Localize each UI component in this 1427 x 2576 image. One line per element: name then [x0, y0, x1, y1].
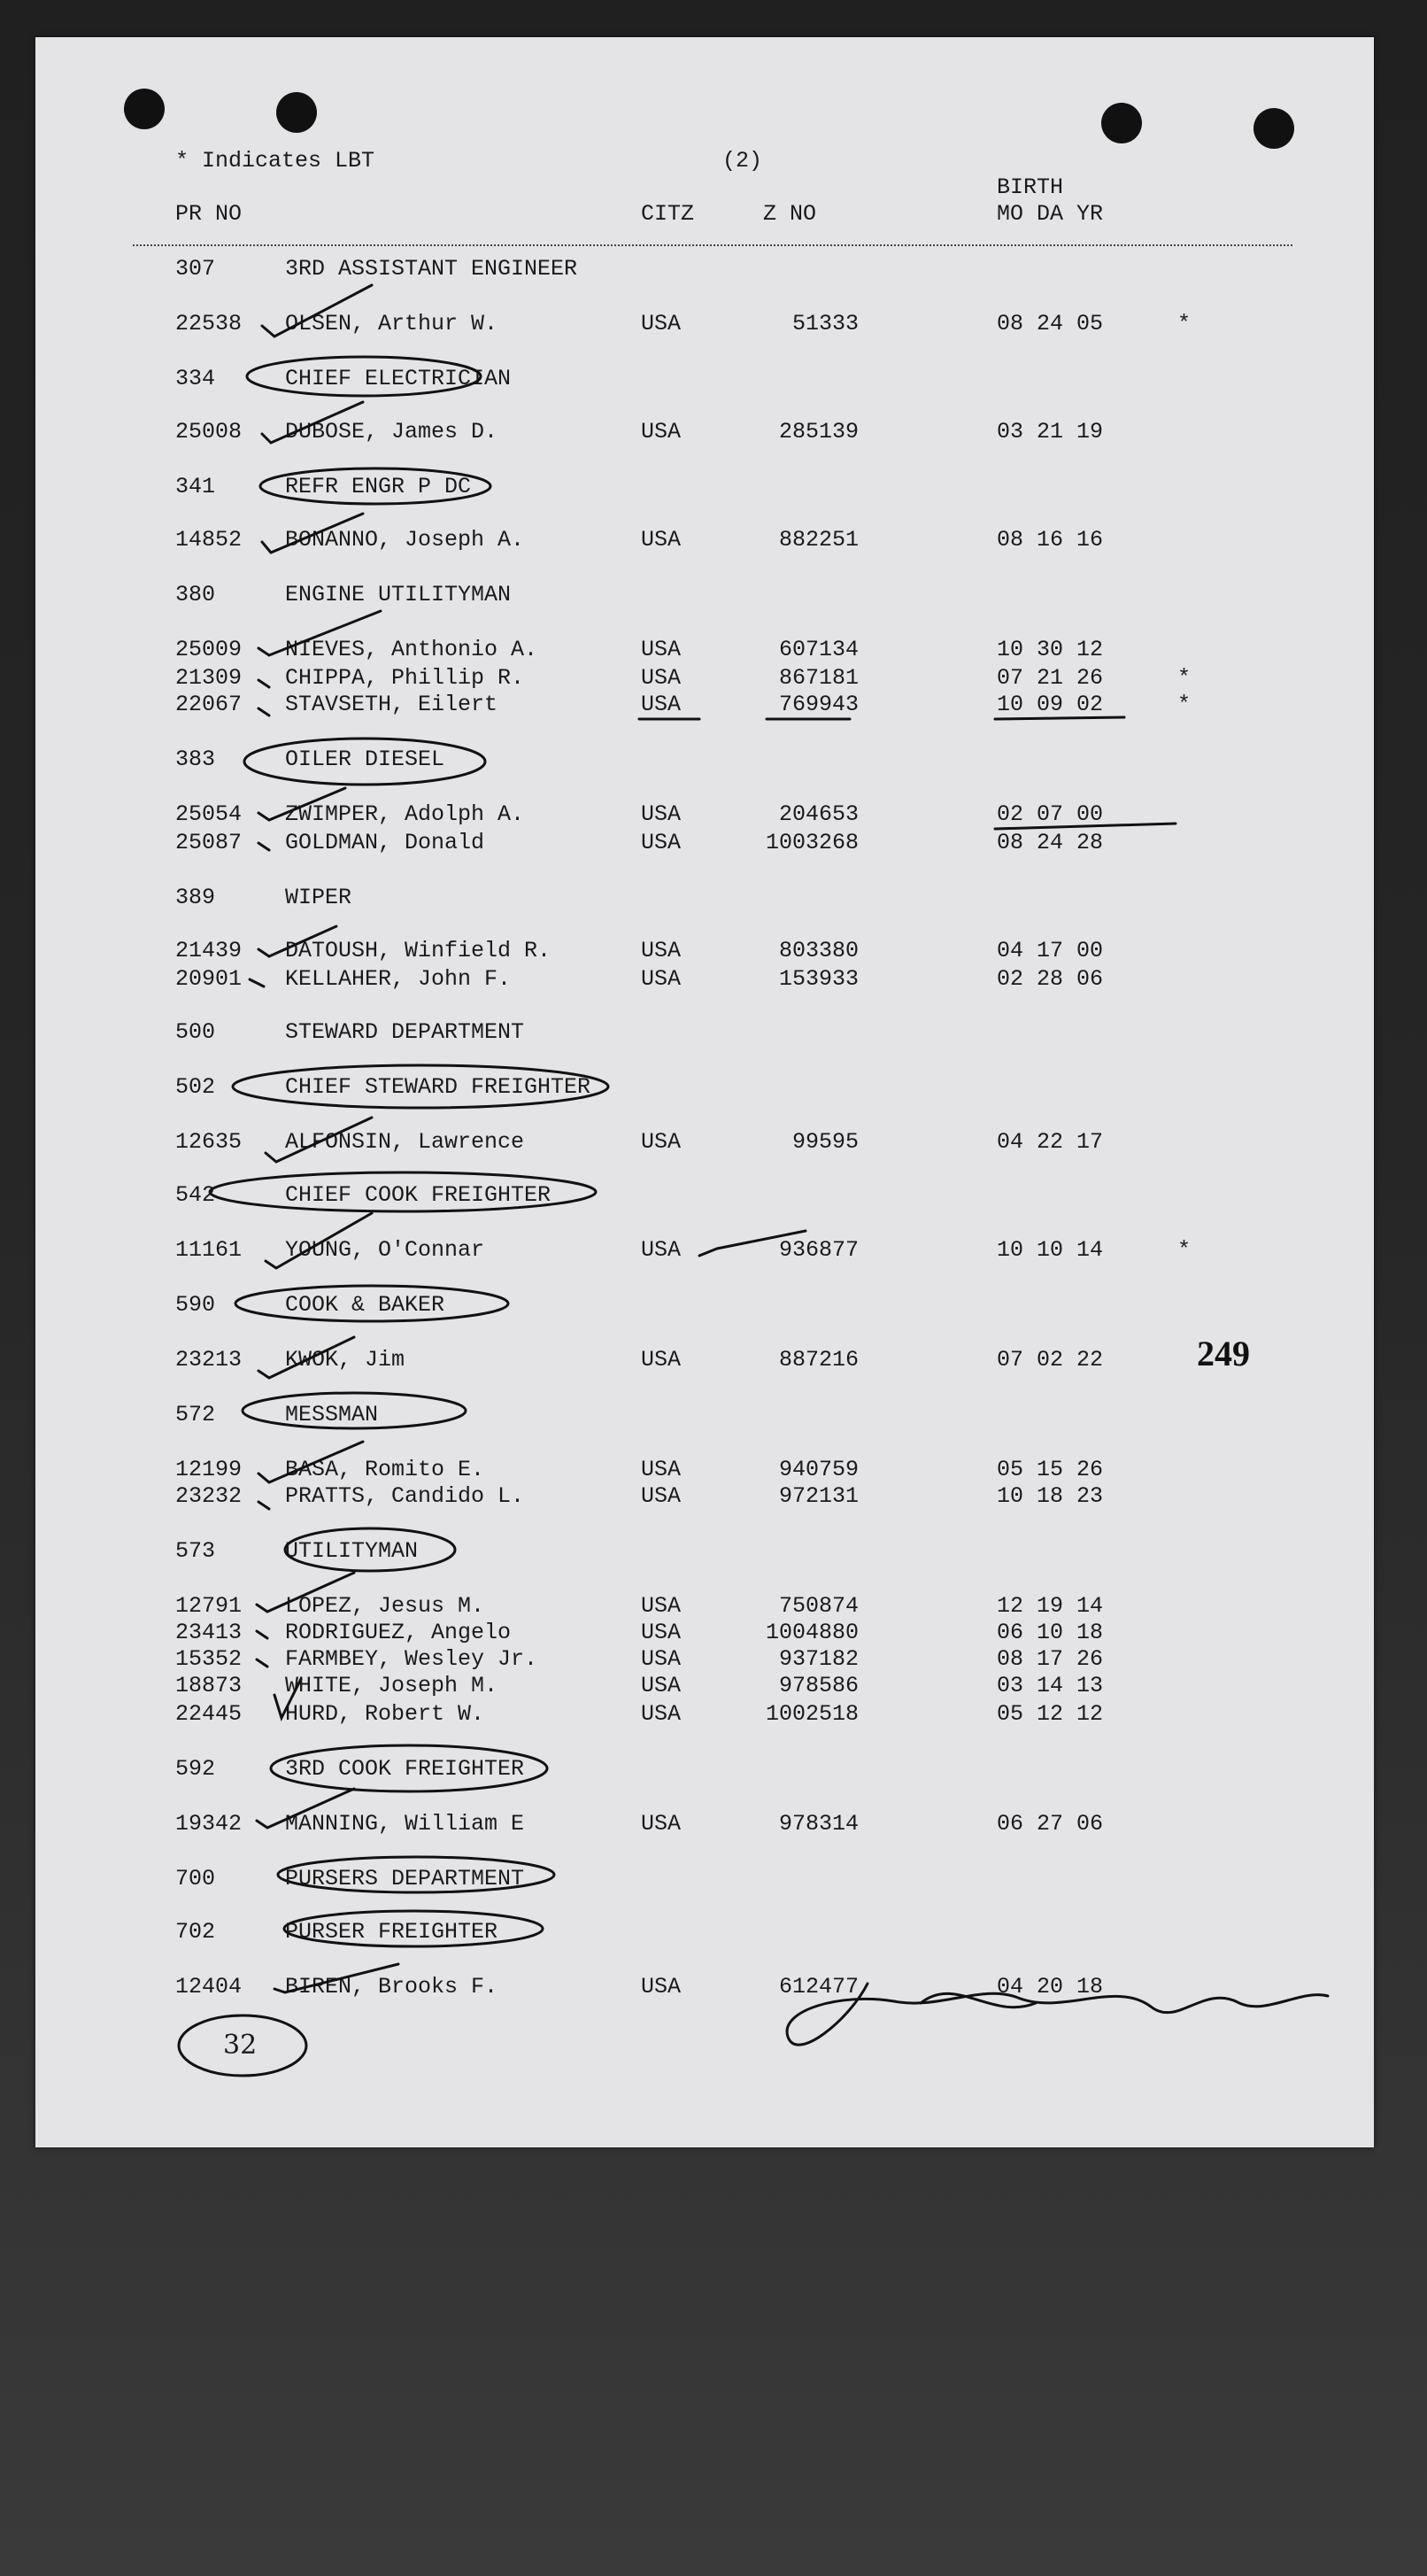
crew-name: STAVSETH, Eilert	[285, 692, 498, 717]
citizenship: USA	[641, 1620, 682, 1645]
birth-date: 03 14 13	[997, 1673, 1104, 1698]
z-number: 750874	[778, 1593, 859, 1619]
citizenship: USA	[641, 1483, 682, 1509]
birth-date: 08 17 26	[997, 1646, 1104, 1672]
birth-date: 05 12 12	[997, 1701, 1104, 1727]
section-code: 334	[175, 366, 216, 391]
page-number: (2)	[722, 148, 763, 174]
signature-text	[938, 1968, 1137, 1992]
crew-name: ALFONSIN, Lawrence	[285, 1129, 525, 1155]
section-title: ENGINE UTILITYMAN	[285, 582, 512, 607]
birth-date: 04 20 18	[997, 1974, 1104, 2000]
crew-name: FARMBEY, Wesley Jr.	[285, 1646, 538, 1672]
birth-date: 04 22 17	[997, 1129, 1104, 1155]
punch-hole	[1253, 108, 1294, 149]
stamped-number: 249	[1197, 1334, 1250, 1373]
crew-name: LOPEZ, Jesus M.	[285, 1593, 485, 1619]
crew-name: RODRIGUEZ, Angelo	[285, 1620, 512, 1645]
crew-name: BASA, Romito E.	[285, 1457, 485, 1482]
section-title: PURSERS DEPARTMENT	[285, 1866, 525, 1891]
birth-date: 10 09 02	[997, 692, 1104, 717]
section-title: MESSMAN	[285, 1402, 379, 1427]
crew-name: ZWIMPER, Adolph A.	[285, 801, 525, 827]
citizenship: USA	[641, 1347, 682, 1373]
crew-name: BONANNO, Joseph A.	[285, 527, 525, 553]
citizenship: USA	[641, 419, 682, 445]
z-number: 607134	[778, 637, 859, 662]
birth-date: 02 07 00	[997, 801, 1104, 827]
z-number: 978314	[778, 1811, 859, 1837]
section-title: PURSER FREIGHTER	[285, 1919, 498, 1945]
punch-hole	[1101, 103, 1142, 143]
punch-hole	[276, 92, 317, 133]
z-number: 204653	[778, 801, 859, 827]
citizenship: USA	[641, 966, 682, 992]
citizenship: USA	[641, 527, 682, 553]
col-header-birth: BIRTH	[997, 174, 1064, 200]
section-title: 3RD ASSISTANT ENGINEER	[285, 256, 578, 282]
lbt-star: *	[1177, 692, 1192, 717]
crew-name: DUBOSE, James D.	[285, 419, 498, 445]
crew-name: CHIPPA, Phillip R.	[285, 665, 525, 691]
citizenship: USA	[641, 1237, 682, 1263]
pr-number: 14852	[175, 527, 243, 553]
z-number: 978586	[778, 1673, 859, 1698]
crew-name: GOLDMAN, Donald	[285, 830, 485, 855]
section-code: 542	[175, 1182, 216, 1208]
citizenship: USA	[641, 1974, 682, 2000]
z-number: 51333	[791, 311, 859, 337]
crew-name: BIREN, Brooks F.	[285, 1974, 498, 2000]
z-number: 867181	[778, 665, 859, 691]
z-number: 153933	[778, 966, 859, 992]
section-code: 500	[175, 1019, 216, 1045]
pr-number: 22538	[175, 311, 243, 337]
crew-name: KELLAHER, John F.	[285, 966, 512, 992]
z-number: 803380	[778, 938, 859, 963]
z-number: 937182	[778, 1646, 859, 1672]
pr-number: 25009	[175, 637, 243, 662]
pr-number: 19342	[175, 1811, 243, 1837]
birth-date: 07 02 22	[997, 1347, 1104, 1373]
section-code: 573	[175, 1538, 216, 1564]
birth-date: 08 16 16	[997, 527, 1104, 553]
pr-number: 25008	[175, 419, 243, 445]
birth-date: 03 21 19	[997, 419, 1104, 445]
col-header-z-no: Z NO	[763, 201, 817, 227]
crew-name: PRATTS, Candido L.	[285, 1483, 525, 1509]
z-number: 887216	[778, 1347, 859, 1373]
crew-name: NIEVES, Anthonio A.	[285, 637, 538, 662]
z-number: 99595	[791, 1129, 859, 1155]
section-code: 700	[175, 1866, 216, 1891]
birth-date: 08 24 28	[997, 830, 1104, 855]
pr-number: 12791	[175, 1593, 243, 1619]
z-number: 882251	[778, 527, 859, 553]
pr-number: 11161	[175, 1237, 243, 1263]
citizenship: USA	[641, 830, 682, 855]
birth-date: 12 19 14	[997, 1593, 1104, 1619]
z-number: 612477	[778, 1974, 859, 2000]
section-title: STEWARD DEPARTMENT	[285, 1019, 525, 1045]
pr-number: 23213	[175, 1347, 243, 1373]
section-code: 307	[175, 256, 216, 282]
z-number: 1002518	[765, 1701, 859, 1727]
pr-number: 22067	[175, 692, 243, 717]
citizenship: USA	[641, 1129, 682, 1155]
pr-number: 12404	[175, 1974, 243, 2000]
z-number: 1003268	[765, 830, 859, 855]
col-header-birth-date: MO DA YR	[997, 201, 1104, 227]
birth-date: 04 17 00	[997, 938, 1104, 963]
section-code: 572	[175, 1402, 216, 1427]
birth-date: 06 27 06	[997, 1811, 1104, 1837]
crew-name: DATOUSH, Winfield R.	[285, 938, 552, 963]
punch-hole	[124, 89, 165, 129]
birth-date: 06 10 18	[997, 1620, 1104, 1645]
pr-number: 23413	[175, 1620, 243, 1645]
birth-date: 10 10 14	[997, 1237, 1104, 1263]
section-title: WIPER	[285, 885, 352, 910]
section-title: 3RD COOK FREIGHTER	[285, 1756, 525, 1782]
section-title: CHIEF STEWARD FREIGHTER	[285, 1074, 591, 1100]
citizenship: USA	[641, 1457, 682, 1482]
citizenship: USA	[641, 1646, 682, 1672]
citizenship: USA	[641, 637, 682, 662]
pr-number: 25054	[175, 801, 243, 827]
section-title: OILER DIESEL	[285, 746, 445, 772]
section-code: 341	[175, 474, 216, 499]
pr-number: 15352	[175, 1646, 243, 1672]
citizenship: USA	[641, 1673, 682, 1698]
birth-date: 02 28 06	[997, 966, 1104, 992]
citizenship: USA	[641, 801, 682, 827]
section-code: 592	[175, 1756, 216, 1782]
citizenship: USA	[641, 311, 682, 337]
citizenship: USA	[641, 938, 682, 963]
section-title: CHIEF ELECTRICIAN	[285, 366, 512, 391]
circled-number: 32	[223, 2030, 258, 2061]
crew-name: HURD, Robert W.	[285, 1701, 485, 1727]
z-number: 285139	[778, 419, 859, 445]
z-number: 972131	[778, 1483, 859, 1509]
crew-name: YOUNG, O'Connar	[285, 1237, 485, 1263]
citizenship: USA	[641, 1811, 682, 1837]
z-number: 769943	[778, 692, 859, 717]
header-divider	[133, 244, 1292, 246]
pr-number: 21439	[175, 938, 243, 963]
z-number: 1004880	[765, 1620, 859, 1645]
section-title: REFR ENGR P DC	[285, 474, 472, 499]
pr-number: 12199	[175, 1457, 243, 1482]
section-code: 502	[175, 1074, 216, 1100]
pr-number: 25087	[175, 830, 243, 855]
citizenship: USA	[641, 692, 682, 717]
birth-date: 10 18 23	[997, 1483, 1104, 1509]
crew-name: MANNING, William E	[285, 1811, 525, 1837]
citizenship: USA	[641, 665, 682, 691]
lbt-star: *	[1177, 1237, 1192, 1263]
section-code: 590	[175, 1292, 216, 1318]
section-code: 383	[175, 746, 216, 772]
citizenship: USA	[641, 1701, 682, 1727]
section-code: 380	[175, 582, 216, 607]
section-title: UTILITYMAN	[285, 1538, 419, 1564]
crew-name: KWOK, Jim	[285, 1347, 405, 1373]
crew-name: OLSEN, Arthur W.	[285, 311, 498, 337]
crew-name: WHITE, Joseph M.	[285, 1673, 498, 1698]
z-number: 940759	[778, 1457, 859, 1482]
section-title: CHIEF COOK FREIGHTER	[285, 1182, 552, 1208]
pr-number: 12635	[175, 1129, 243, 1155]
section-code: 702	[175, 1919, 216, 1945]
pr-number: 18873	[175, 1673, 243, 1698]
col-header-pr-no: PR NO	[175, 201, 243, 227]
pr-number: 21309	[175, 665, 243, 691]
pr-number: 22445	[175, 1701, 243, 1727]
pr-number: 23232	[175, 1483, 243, 1509]
lbt-note: * Indicates LBT	[175, 148, 375, 174]
birth-date: 08 24 05	[997, 311, 1104, 337]
citizenship: USA	[641, 1593, 682, 1619]
lbt-star: *	[1177, 311, 1192, 337]
section-code: 389	[175, 885, 216, 910]
birth-date: 05 15 26	[997, 1457, 1104, 1482]
lbt-star: *	[1177, 665, 1192, 691]
pr-number: 20901	[175, 966, 243, 992]
birth-date: 07 21 26	[997, 665, 1104, 691]
section-title: COOK & BAKER	[285, 1292, 445, 1318]
birth-date: 10 30 12	[997, 637, 1104, 662]
z-number: 936877	[778, 1237, 859, 1263]
col-header-citz: CITZ	[641, 201, 695, 227]
